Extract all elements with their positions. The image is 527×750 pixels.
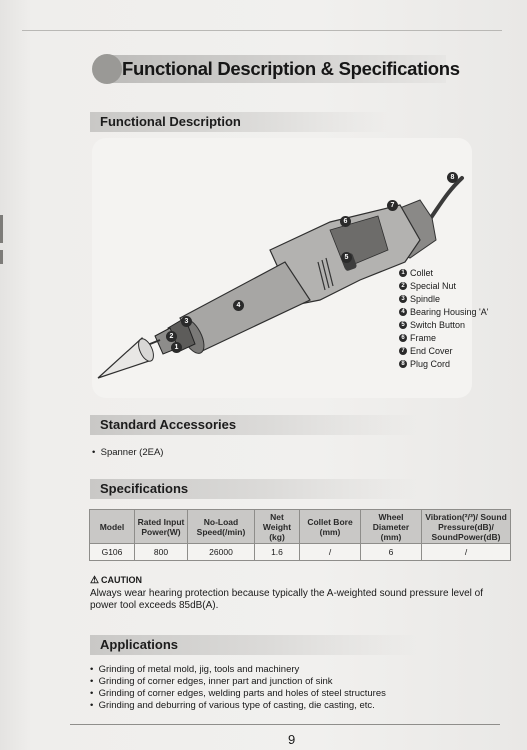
application-text: Grinding of corner edges, welding parts and holes of steel structures	[98, 688, 386, 699]
callout-5: 5	[341, 252, 352, 263]
table-row	[90, 544, 511, 561]
plug-cord-drawing	[428, 178, 462, 222]
legend-label: Switch Button	[410, 319, 466, 330]
callout-1: 1	[171, 342, 182, 353]
application-text: Grinding of metal mold, jig, tools and machinery	[98, 664, 300, 675]
accessories-title: Standard Accessories	[100, 417, 237, 432]
table-cell: /	[300, 544, 361, 561]
page-title: Functional Description & Specifications	[122, 58, 460, 79]
legend-item	[399, 305, 488, 318]
legend-number: 7	[399, 347, 407, 355]
legend-item	[399, 344, 488, 357]
table-cell: 6	[361, 544, 422, 561]
table-cell: G106	[90, 544, 135, 561]
column-header: Wheel Diameter (mm)	[361, 510, 422, 544]
legend-number: 5	[399, 321, 407, 329]
application-item: • Grinding of corner edges, welding parts and holes of steel structures	[90, 688, 386, 699]
legend-item	[399, 331, 488, 344]
callout-7: 7	[387, 200, 398, 211]
accessory-item: • Spanner (2EA)	[92, 447, 164, 458]
legend-number: 4	[399, 308, 407, 316]
legend-number: 3	[399, 295, 407, 303]
applications-heading	[90, 635, 420, 655]
column-header: Net Weight (kg)	[255, 510, 300, 544]
application-item: • Grinding of metal mold, jig, tools and machinery	[90, 664, 300, 675]
legend-number: 2	[399, 282, 407, 290]
accessory-text: Spanner (2EA)	[100, 447, 164, 458]
legend-label: Bearing Housing 'A'	[410, 306, 489, 317]
legend-label: Frame	[410, 332, 437, 343]
callout-6: 6	[340, 216, 351, 227]
legend-number: 8	[399, 360, 407, 368]
specifications-table	[89, 509, 511, 561]
legend-item	[399, 318, 488, 331]
legend-label: Collet	[410, 267, 434, 278]
bottom-rule	[70, 724, 500, 725]
callout-3: 3	[181, 316, 192, 327]
parts-legend	[399, 266, 488, 370]
application-item: • Grinding of corner edges, inner part and junction of sink	[90, 676, 333, 687]
warning-triangle-icon: ⚠	[90, 575, 99, 586]
table-cell: 800	[135, 544, 188, 561]
table-cell: 26000	[188, 544, 255, 561]
application-text: Grinding of corner edges, inner part and junction of sink	[98, 676, 333, 687]
applications-title: Applications	[100, 637, 179, 652]
caution-title-text: CAUTION	[100, 575, 142, 585]
callout-8: 8	[447, 172, 458, 183]
legend-label: Plug Cord	[410, 358, 451, 369]
application-text: Grinding and deburring of various type of casting, die casting, etc.	[98, 700, 375, 711]
legend-item	[399, 279, 488, 292]
column-header: Collet Bore (mm)	[300, 510, 361, 544]
caution-heading	[90, 575, 142, 586]
caution-text: Always wear hearing protection because typically the A-weighted sound pressure level of power tool exceeds 85dB(A).	[90, 588, 483, 611]
functional-description-title: Functional Description	[100, 114, 241, 129]
specifications-title: Specifications	[100, 481, 189, 496]
legend-item	[399, 292, 488, 305]
column-header: Vibration(²/³)/ Sound Pressure(dB)/ SoundPower(dB)	[422, 510, 511, 544]
callout-2: 2	[166, 331, 177, 342]
page-number: 9	[288, 732, 296, 747]
column-header: No-Load Speed(/min)	[188, 510, 255, 544]
legend-number: 6	[399, 334, 407, 342]
table-cell: /	[422, 544, 511, 561]
table-header-row	[90, 510, 511, 544]
specifications-heading	[90, 479, 420, 499]
legend-label: Special Nut	[410, 280, 457, 291]
application-item: • Grinding and deburring of various type of casting, die casting, etc.	[90, 700, 375, 711]
legend-label: End Cover	[410, 345, 453, 356]
column-header: Model	[90, 510, 135, 544]
legend-item	[399, 266, 488, 279]
accessories-heading	[90, 415, 420, 435]
legend-number: 1	[399, 269, 407, 277]
column-header: Rated Input Power(W)	[135, 510, 188, 544]
callout-4: 4	[233, 300, 244, 311]
table-cell: 1.6	[255, 544, 300, 561]
legend-item	[399, 357, 488, 370]
legend-label: Spindle	[410, 293, 441, 304]
